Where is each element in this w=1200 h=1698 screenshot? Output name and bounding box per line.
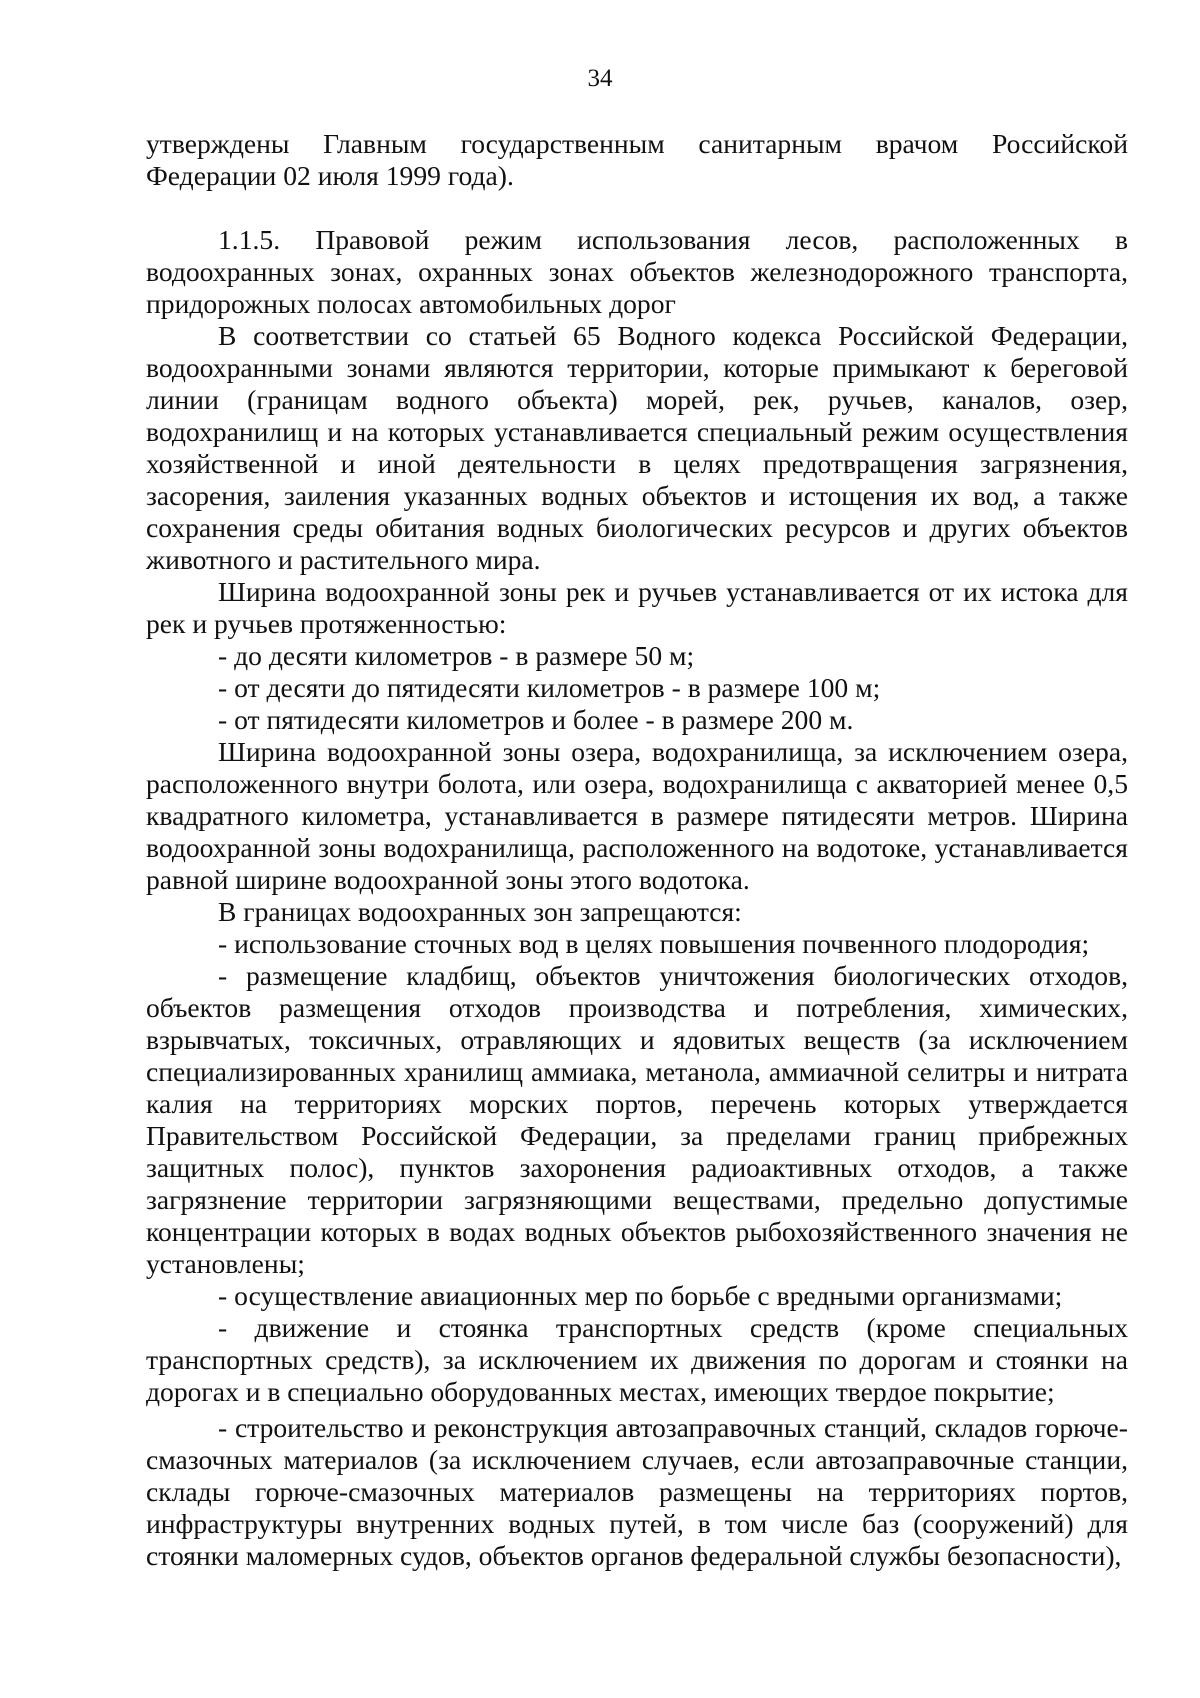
document-body (146, 128, 1128, 1572)
paragraph-continuation: утверждены Главным государственным санитарным врачом Российской Федерации 02 июля 1999 года). (146, 128, 1128, 191)
list-item-up-to-ten-km: - до десяти километров - в размере 50 м; (218, 640, 695, 671)
page-number: 34 (587, 65, 613, 92)
list-item-ten-to-fifty-km: - от десяти до пятидесяти километров - в размере 100 м; (218, 672, 881, 703)
paragraph-prohibitions-intro: В границах водоохранных зон запрещаются: (218, 896, 742, 927)
paragraph-zone-width: Ширина водоохранной зоны рек и ручьев устанавливается от их истока для рек и ручьев протяженностью: (146, 576, 1128, 639)
list-item-over-fifty-km: - от пятидесяти километров и более - в размере 200 м. (218, 704, 854, 735)
list-item-wastewater-use: - использование сточных вод в целях повышения почвенного плодородия; (218, 928, 1090, 959)
section-heading: 1.1.5. Правовой режим использования лесов, расположенных в водоохранных зонах, охранных зонах объектов железнодорожного транспорта, придорожных полосах автомобильных дорог (146, 224, 1128, 319)
paragraph-lake-zone-width: Ширина водоохранной зоны озера, водохранилища, за исключением озера, расположенного внутри болота, или озера, водохранилища с акваторией менее 0,5 квадратного километра, устанавливается в размере пятидесяти метров. Ширина водоохранной зоны водохранилища, расположенного на водотоке, устанавливается равной ширине водоохранной зоны этого водотока. (146, 736, 1128, 895)
list-item-vehicle-traffic: - движение и стоянка транспортных средств (кроме специальных транспортных средств), за исключением их движения по дорогам и стоянки на дорогах и в специально оборудованных местах, имеющих твердое покрытие; (146, 1312, 1128, 1407)
list-item-aviation-measures: - осуществление авиационных мер по борьбе с вредными организмами; (218, 1280, 1063, 1311)
paragraph-water-protection-zones: В соответствии со статьей 65 Водного кодекса Российской Федерации, водоохранными зонами являются территории, которые примыкают к береговой линии (границам водного объекта) морей, рек, ручьев, каналов, озер, водохранилищ и на которых устанавливается специальный режим осуществления хозяйственной и иной деятельности в целях предотвращения загрязнения, засорения, заиления указанных водных объектов и истощения их вод, а также сохранения среды обитания водных биологических ресурсов и других объектов животного и растительного мира. (146, 320, 1128, 575)
list-item-gas-stations: - строительство и реконструкция автозаправочных станций, складов горюче-смазочных материалов (за исключением случаев, если автозаправочные станции, склады горюче-смазочных материалов размещены на территориях портов, инфраструктуры внутренних водных путей, в том числе баз (сооружений) для стоянки маломерных судов, объектов органов федеральной службы безопасности), (146, 1412, 1128, 1571)
list-item-cemeteries-waste: - размещение кладбищ, объектов уничтожения биологических отходов, объектов размещения отходов производства и потребления, химических, взрывчатых, токсичных, отравляющих и ядовитых веществ (за исключением специализированных хранилищ аммиака, метанола, аммиачной селитры и нитрата калия на территориях морских портов, перечень которых утверждается Правительством Российской Федерации, за пределами границ прибрежных защитных полос), пунктов захоронения радиоактивных отходов, а также загрязнение территории загрязняющими веществами, предельно допустимые концентрации которых в водах водных объектов рыбохозяйственного значения не установлены; (146, 960, 1128, 1279)
